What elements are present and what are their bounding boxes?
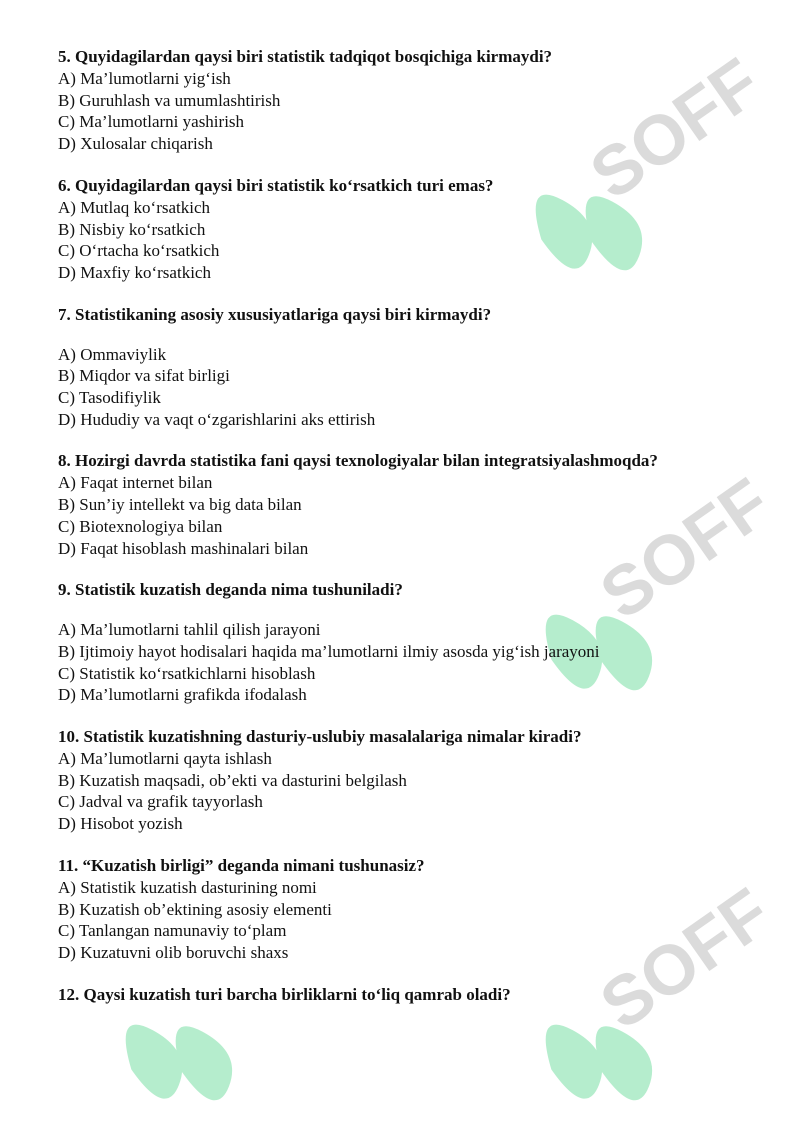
option-a: A) Ma’lumotlarni yig‘ish [58, 69, 231, 88]
option-a: A) Faqat internet bilan [58, 473, 213, 493]
option-c: C) Biotexnologiya bilan [58, 516, 223, 536]
answer-options [58, 748, 778, 835]
question-title: 8. Hozirgi davrda statistika fani qaysi texnologiyalar bilan integratsiyalashmoqda? [58, 451, 658, 471]
option-b: B) Miqdor va sifat birligi [58, 366, 230, 386]
question-title: 10. Statistik kuzatishning dasturiy-uslubiy masalalariga nimalar kiradi? [58, 727, 582, 747]
answer-options [58, 877, 778, 964]
option-b: B) Kuzatish ob’ektining asosiy elementi [58, 899, 332, 919]
question-title: 11. “Kuzatish birligi” deganda nimani tushunasiz? [58, 855, 425, 875]
question-title: 6. Quyidagilardan qaysi biri statistik ko‘rsatkich turi emas? [58, 175, 494, 195]
option-c: C) Jadval va grafik tayyorlash [58, 792, 263, 812]
question-7 [58, 304, 778, 431]
answer-options [58, 344, 778, 431]
answer-options [58, 68, 778, 155]
question-title: 5. Quyidagilardan qaysi biri statistik tadqiqot bosqichiga kirmaydi? [58, 47, 553, 66]
question-9 [58, 579, 778, 706]
question-10 [58, 726, 778, 835]
answer-options [58, 619, 778, 706]
option-b: B) Ijtimoiy hayot hodisalari haqida ma’lumotlarni ilmiy asosda yig‘ish jarayoni [58, 641, 600, 661]
option-d: D) Kuzatuvni olib boruvchi shaxs [58, 942, 289, 962]
option-b: B) Sun’iy intellekt va big data bilan [58, 495, 302, 515]
option-d: D) Hududiy va vaqt o‘zgarishlarini aks ettirish [58, 409, 376, 429]
option-b: B) Kuzatish maqsadi, ob’ekti va dasturini belgilash [58, 770, 407, 790]
question-6 [58, 175, 778, 284]
option-c: C) Tasodifiylik [58, 388, 161, 408]
document-body [58, 46, 778, 1006]
option-a: A) Statistik kuzatish dasturining nomi [58, 877, 317, 897]
option-d: D) Xulosalar chiqarish [58, 134, 213, 154]
option-c: C) Tanlangan namunaviy to‘plam [58, 921, 287, 941]
watermark-text: SOFF [576, 43, 770, 215]
question-12 [58, 984, 778, 1006]
option-a: A) Mutlaq ko‘rsatkich [58, 197, 211, 217]
watermark-text: SOFF [586, 873, 780, 1045]
option-a: A) Ommaviylik [58, 344, 167, 364]
option-c: C) Statistik ko‘rsatkichlarni hisoblash [58, 663, 316, 683]
question-5 [58, 46, 778, 155]
question-title: 12. Qaysi kuzatish turi barcha birliklarni to‘liq qamrab oladi? [58, 984, 511, 1004]
question-title: 7. Statistikaning asosiy xususiyatlariga qaysi biri kirmaydi? [58, 304, 492, 324]
question-11 [58, 855, 778, 964]
option-c: C) Ma’lumotlarni yashirish [58, 112, 245, 132]
option-d: D) Ma’lumotlarni grafikda ifodalash [58, 685, 307, 705]
watermark-text: SOFF [586, 463, 780, 635]
option-d: D) Faqat hisoblash mashinalari bilan [58, 538, 309, 558]
answer-options [58, 197, 778, 284]
question-8 [58, 450, 778, 559]
option-b: B) Nisbiy ko‘rsatkich [58, 219, 206, 239]
answer-options [58, 472, 778, 559]
option-a: A) Ma’lumotlarni tahlil qilish jarayoni [58, 620, 321, 640]
option-d: D) Hisobot yozish [58, 814, 183, 834]
option-d: D) Maxfiy ko‘rsatkich [58, 262, 211, 282]
option-a: A) Ma’lumotlarni qayta ishlash [58, 749, 272, 769]
question-title: 9. Statistik kuzatish deganda nima tushuniladi? [58, 580, 403, 600]
option-c: C) O‘rtacha ko‘rsatkich [58, 241, 220, 261]
option-b: B) Guruhlash va umumlashtirish [58, 90, 281, 110]
